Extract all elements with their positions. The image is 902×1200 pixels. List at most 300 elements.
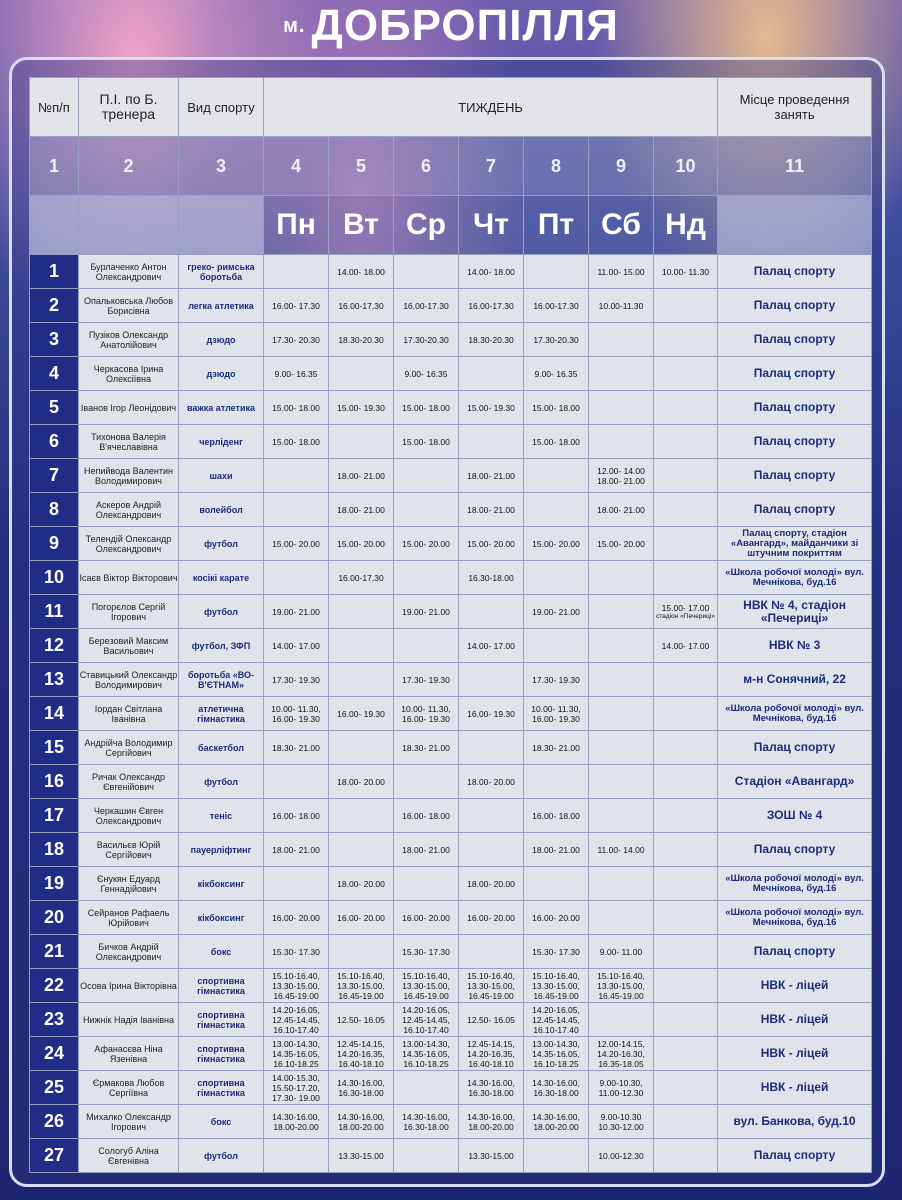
- time-saturday: 9.00-10.30 10.30-12.00: [589, 1105, 654, 1139]
- time-monday: 13.00-14.30, 14.35-16.05, 16.10-18.25: [264, 1037, 329, 1071]
- sport-type: бокс: [179, 935, 264, 969]
- sport-type: теніс: [179, 799, 264, 833]
- column-number: 10: [654, 137, 718, 196]
- coach-name: Ісаєв Віктор Вікторович: [79, 561, 179, 595]
- header-coach: П.І. по Б. тренера: [79, 78, 179, 137]
- time-thursday: 15.00- 20.00: [459, 527, 524, 561]
- time-tuesday: 16.00-17.30: [329, 561, 394, 595]
- row-number: 27: [30, 1139, 79, 1173]
- time-friday: 15.10-16.40, 13.30-15.00, 16.45-19.00: [524, 969, 589, 1003]
- sport-type: спортивна гімнастика: [179, 1003, 264, 1037]
- time-tuesday: 12.50- 16.05: [329, 1003, 394, 1037]
- time-sunday: [654, 527, 718, 561]
- coach-name: Іванов Ігор Леонідович: [79, 391, 179, 425]
- row-number: 7: [30, 459, 79, 493]
- time-wednesday: 16.00-17.30: [394, 289, 459, 323]
- time-monday: 19.00- 21.00: [264, 595, 329, 629]
- time-friday: [524, 493, 589, 527]
- time-tuesday: 15.10-16.40, 13.30-15.00, 16.45-19.00: [329, 969, 394, 1003]
- column-number: 2: [79, 137, 179, 196]
- time-saturday: 11.00- 15.00: [589, 255, 654, 289]
- time-monday: 15.00- 18.00: [264, 391, 329, 425]
- time-monday: [264, 493, 329, 527]
- time-tuesday: [329, 595, 394, 629]
- sport-type: боротьба «ВО-В'ЄТНАМ»: [179, 663, 264, 697]
- time-tuesday: [329, 833, 394, 867]
- time-sunday: [654, 493, 718, 527]
- time-thursday: 16.00-17.30: [459, 289, 524, 323]
- coach-name: Єнукян Едуард Геннадійович: [79, 867, 179, 901]
- header-num: №п/п: [30, 78, 79, 137]
- time-tuesday: 13.30-15.00: [329, 1139, 394, 1173]
- sport-type: атлетична гімнастика: [179, 697, 264, 731]
- training-place: «Школа робочої молоді» вул. Мечнікова, буд.16: [718, 867, 872, 901]
- time-thursday: 14.30-16.00, 18.00-20.00: [459, 1105, 524, 1139]
- time-monday: 16.00- 20.00: [264, 901, 329, 935]
- table-row: [30, 969, 872, 1003]
- time-monday: 17.30- 20.30: [264, 323, 329, 357]
- time-monday: [264, 765, 329, 799]
- time-thursday: [459, 357, 524, 391]
- time-sunday: [654, 935, 718, 969]
- row-number: 23: [30, 1003, 79, 1037]
- time-monday: 15.00- 20.00: [264, 527, 329, 561]
- time-wednesday: [394, 629, 459, 663]
- training-place: вул. Банкова, буд.10: [718, 1105, 872, 1139]
- time-monday: 14.00- 17.00: [264, 629, 329, 663]
- time-monday: [264, 561, 329, 595]
- time-wednesday: [394, 493, 459, 527]
- time-friday: [524, 561, 589, 595]
- schedule-body: [30, 255, 872, 1173]
- time-tuesday: 15.00- 20.00: [329, 527, 394, 561]
- training-place: НВК - ліцей: [718, 1037, 872, 1071]
- time-tuesday: [329, 629, 394, 663]
- time-wednesday: 14.20-16.05, 12.45-14.45, 16.10-17.40: [394, 1003, 459, 1037]
- time-saturday: 11.00- 14.00: [589, 833, 654, 867]
- sport-type: шахи: [179, 459, 264, 493]
- sport-type: важка атлетика: [179, 391, 264, 425]
- time-saturday: [589, 731, 654, 765]
- time-wednesday: 17.30- 19.30: [394, 663, 459, 697]
- column-number: 9: [589, 137, 654, 196]
- column-number: 11: [718, 137, 872, 196]
- time-saturday: [589, 901, 654, 935]
- time-tuesday: [329, 935, 394, 969]
- row-number: 26: [30, 1105, 79, 1139]
- sport-type: бокс: [179, 1105, 264, 1139]
- coach-name: Осова Ірина Вікторівна: [79, 969, 179, 1003]
- time-saturday: 12.00- 14.00 18.00- 21.00: [589, 459, 654, 493]
- sport-type: спортивна гімнастика: [179, 969, 264, 1003]
- time-monday: 16.00- 17.30: [264, 289, 329, 323]
- training-place: Палац спорту: [718, 459, 872, 493]
- time-monday: 14.00-15.30, 15.50-17.20, 17.30- 19.00: [264, 1071, 329, 1105]
- table-row: [30, 527, 872, 561]
- time-thursday: [459, 935, 524, 969]
- time-sunday: [654, 1139, 718, 1173]
- training-place: Палац спорту: [718, 357, 872, 391]
- time-monday: 14.20-16.05, 12.45-14.45, 16.10-17.40: [264, 1003, 329, 1037]
- time-tuesday: 14.30-16.00, 18.00-20.00: [329, 1105, 394, 1139]
- time-saturday: [589, 323, 654, 357]
- time-thursday: 16.00- 20.00: [459, 901, 524, 935]
- day-wednesday: Ср: [394, 196, 459, 255]
- time-thursday: 14.00- 17.00: [459, 629, 524, 663]
- time-sunday: [654, 969, 718, 1003]
- time-sunday: 15.00- 17.00 стадіон «Печериці»: [654, 595, 718, 629]
- training-place: Палац спорту: [718, 323, 872, 357]
- training-place: м-н Сонячний, 22: [718, 663, 872, 697]
- blank-cell: [79, 196, 179, 255]
- time-saturday: [589, 595, 654, 629]
- time-friday: 14.30-16.00, 16.30-18.00: [524, 1071, 589, 1105]
- sport-type: кікбоксинг: [179, 901, 264, 935]
- time-friday: 19.00- 21.00: [524, 595, 589, 629]
- time-tuesday: 14.00- 18.00: [329, 255, 394, 289]
- table-row: [30, 1139, 872, 1173]
- training-place: «Школа робочої молоді» вул. Мечнікова, буд.16: [718, 561, 872, 595]
- row-number: 3: [30, 323, 79, 357]
- time-monday: [264, 1139, 329, 1173]
- table-row: [30, 663, 872, 697]
- time-thursday: 18.00- 21.00: [459, 459, 524, 493]
- time-thursday: [459, 833, 524, 867]
- time-saturday: [589, 561, 654, 595]
- training-place: Палац спорту: [718, 255, 872, 289]
- time-friday: 17.30-20.30: [524, 323, 589, 357]
- time-sunday: [654, 391, 718, 425]
- time-tuesday: 18.30-20.30: [329, 323, 394, 357]
- row-number: 2: [30, 289, 79, 323]
- table-row: [30, 357, 872, 391]
- time-monday: 10.00- 11.30, 16.00- 19.30: [264, 697, 329, 731]
- row-number: 13: [30, 663, 79, 697]
- time-saturday: 10.00-11.30: [589, 289, 654, 323]
- time-friday: [524, 255, 589, 289]
- column-number: 4: [264, 137, 329, 196]
- time-sunday: [654, 357, 718, 391]
- sport-type: греко- римська боротьба: [179, 255, 264, 289]
- coach-name: Ставицький Олександр Володимирович: [79, 663, 179, 697]
- time-tuesday: 16.00-17.30: [329, 289, 394, 323]
- training-place: Палац спорту: [718, 935, 872, 969]
- time-tuesday: 12.45-14.15, 14.20-16.35, 16.40-18.10: [329, 1037, 394, 1071]
- table-row: [30, 561, 872, 595]
- coach-name: Єрмакова Любов Сергіївна: [79, 1071, 179, 1105]
- row-number: 16: [30, 765, 79, 799]
- time-saturday: [589, 357, 654, 391]
- coach-name: Аскеров Андрій Олександрович: [79, 493, 179, 527]
- time-friday: 10.00- 11.30, 16.00- 19.30: [524, 697, 589, 731]
- column-number: 7: [459, 137, 524, 196]
- sport-type: черліденг: [179, 425, 264, 459]
- time-friday: 13.00-14.30, 14.35-16.05, 16.10-18.25: [524, 1037, 589, 1071]
- training-place: Палац спорту: [718, 425, 872, 459]
- column-number: 6: [394, 137, 459, 196]
- time-friday: 16.00- 18.00: [524, 799, 589, 833]
- row-number: 22: [30, 969, 79, 1003]
- coach-name: Нижнік Надія Іванівна: [79, 1003, 179, 1037]
- table-row: [30, 731, 872, 765]
- time-sunday: [654, 833, 718, 867]
- coach-name: Черкашин Євген Олександрович: [79, 799, 179, 833]
- training-place: НВК - ліцей: [718, 1003, 872, 1037]
- time-wednesday: [394, 561, 459, 595]
- time-tuesday: 16.00- 20.00: [329, 901, 394, 935]
- coach-name: Непийвода Валентин Володимирович: [79, 459, 179, 493]
- coach-name: Бичков Андрій Олександрович: [79, 935, 179, 969]
- time-sunday: [654, 289, 718, 323]
- time-friday: [524, 765, 589, 799]
- time-monday: 17.30- 19.30: [264, 663, 329, 697]
- time-monday: 16.00- 18.00: [264, 799, 329, 833]
- time-wednesday: 14.30-16.00, 16.30-18.00: [394, 1105, 459, 1139]
- time-sunday: [654, 561, 718, 595]
- time-sunday: [654, 731, 718, 765]
- table-row: [30, 493, 872, 527]
- coach-name: Тихонова Валерія В'ячеславівна: [79, 425, 179, 459]
- row-number: 6: [30, 425, 79, 459]
- time-wednesday: [394, 867, 459, 901]
- time-monday: [264, 459, 329, 493]
- sport-type: пауерліфтинг: [179, 833, 264, 867]
- time-wednesday: [394, 1139, 459, 1173]
- sport-type: футбол: [179, 595, 264, 629]
- table-row: [30, 1003, 872, 1037]
- row-number: 9: [30, 527, 79, 561]
- column-number-row: [30, 137, 872, 196]
- coach-name: Сейранов Рафаель Юрійович: [79, 901, 179, 935]
- sport-type: спортивна гімнастика: [179, 1037, 264, 1071]
- time-thursday: 12.45-14.15, 14.20-16.35, 16.40-18.10: [459, 1037, 524, 1071]
- time-monday: [264, 255, 329, 289]
- coach-name: Андрійча Володимир Сергійович: [79, 731, 179, 765]
- time-wednesday: 15.30- 17.30: [394, 935, 459, 969]
- time-thursday: 13.30-15.00: [459, 1139, 524, 1173]
- time-monday: 18.00- 21.00: [264, 833, 329, 867]
- table-row: [30, 255, 872, 289]
- training-place: Палац спорту: [718, 493, 872, 527]
- table-row: [30, 629, 872, 663]
- time-wednesday: 15.10-16.40, 13.30-15.00, 16.45-19.00: [394, 969, 459, 1003]
- day-tuesday: Вт: [329, 196, 394, 255]
- time-tuesday: 16.00- 19.30: [329, 697, 394, 731]
- table-row: [30, 799, 872, 833]
- time-monday: 14.30-16.00, 18.00-20.00: [264, 1105, 329, 1139]
- time-sunday: [654, 799, 718, 833]
- table-row: [30, 697, 872, 731]
- row-number: 17: [30, 799, 79, 833]
- time-thursday: 12.50- 16.05: [459, 1003, 524, 1037]
- title-prefix: м.: [283, 14, 306, 37]
- sport-type: косікі карате: [179, 561, 264, 595]
- row-number: 18: [30, 833, 79, 867]
- time-tuesday: 18.00- 21.00: [329, 493, 394, 527]
- row-number: 10: [30, 561, 79, 595]
- row-number: 24: [30, 1037, 79, 1071]
- table-row: [30, 1037, 872, 1071]
- time-sunday: [654, 1105, 718, 1139]
- coach-name: Бурлаченко Антон Олександрович: [79, 255, 179, 289]
- time-sunday: [654, 323, 718, 357]
- sport-type: дзюдо: [179, 323, 264, 357]
- table-row: [30, 323, 872, 357]
- table-row: [30, 833, 872, 867]
- header-place: Місце проведення занять: [718, 78, 872, 137]
- sport-type: футбол: [179, 527, 264, 561]
- time-sunday: [654, 1071, 718, 1105]
- table-row: [30, 425, 872, 459]
- time-saturday: 9.00-10.30, 11.00-12.30: [589, 1071, 654, 1105]
- coach-name: Сологуб Аліна Євгенівна: [79, 1139, 179, 1173]
- time-sunday: [654, 901, 718, 935]
- time-thursday: [459, 731, 524, 765]
- row-number: 25: [30, 1071, 79, 1105]
- time-friday: 14.30-16.00, 18.00-20.00: [524, 1105, 589, 1139]
- header-week: ТИЖДЕНЬ: [264, 78, 718, 137]
- time-sunday: [654, 459, 718, 493]
- day-thursday: Чт: [459, 196, 524, 255]
- time-friday: [524, 1139, 589, 1173]
- time-saturday: [589, 799, 654, 833]
- time-friday: 18.00- 21.00: [524, 833, 589, 867]
- row-number: 1: [30, 255, 79, 289]
- coach-name: Телендій Олександр Олександрович: [79, 527, 179, 561]
- table-row: [30, 595, 872, 629]
- time-wednesday: [394, 255, 459, 289]
- time-wednesday: 9.00- 16.35: [394, 357, 459, 391]
- time-monday: [264, 867, 329, 901]
- row-number: 5: [30, 391, 79, 425]
- time-thursday: 15.10-16.40, 13.30-15.00, 16.45-19.00: [459, 969, 524, 1003]
- time-saturday: [589, 629, 654, 663]
- header-sport: Вид спорту: [179, 78, 264, 137]
- time-tuesday: [329, 731, 394, 765]
- column-number: 1: [30, 137, 79, 196]
- training-place: НВК № 3: [718, 629, 872, 663]
- time-sunday: [654, 1037, 718, 1071]
- time-wednesday: 18.30- 21.00: [394, 731, 459, 765]
- time-wednesday: 13.00-14.30, 14.35-16.05, 16.10-18.25: [394, 1037, 459, 1071]
- row-number: 19: [30, 867, 79, 901]
- time-saturday: [589, 765, 654, 799]
- time-wednesday: 10.00- 11.30, 16.00- 19.30: [394, 697, 459, 731]
- header-row: [30, 78, 872, 137]
- time-thursday: 18.00- 20.00: [459, 765, 524, 799]
- time-thursday: [459, 425, 524, 459]
- blank-cell: [718, 196, 872, 255]
- time-sunday: [654, 663, 718, 697]
- time-sunday: [654, 697, 718, 731]
- time-monday: 18.30- 21.00: [264, 731, 329, 765]
- time-thursday: 16.00- 19.30: [459, 697, 524, 731]
- time-thursday: 16.30-18.00: [459, 561, 524, 595]
- row-number: 21: [30, 935, 79, 969]
- day-saturday: Сб: [589, 196, 654, 255]
- time-saturday: [589, 425, 654, 459]
- day-monday: Пн: [264, 196, 329, 255]
- time-tuesday: 15.00- 19.30: [329, 391, 394, 425]
- time-monday: 15.00- 18.00: [264, 425, 329, 459]
- schedule-table: [29, 77, 872, 1173]
- time-tuesday: 18.00- 20.00: [329, 867, 394, 901]
- time-wednesday: 19.00- 21.00: [394, 595, 459, 629]
- time-friday: 15.30- 17.30: [524, 935, 589, 969]
- row-number: 8: [30, 493, 79, 527]
- time-sunday: [654, 1003, 718, 1037]
- coach-name: Михалко Олександр Ігорович: [79, 1105, 179, 1139]
- time-friday: 9.00- 16.35: [524, 357, 589, 391]
- coach-name: Березовий Максим Васильович: [79, 629, 179, 663]
- time-sunday: [654, 867, 718, 901]
- time-thursday: 14.00- 18.00: [459, 255, 524, 289]
- sport-type: баскетбол: [179, 731, 264, 765]
- coach-name: Афанасєва Ніна Язенівна: [79, 1037, 179, 1071]
- title-city: ДОБРОПІЛЛЯ: [311, 1, 619, 50]
- time-thursday: [459, 595, 524, 629]
- sport-type: кікбоксинг: [179, 867, 264, 901]
- time-saturday: 12.00-14.15, 14.20-16.30, 16.35-18.05: [589, 1037, 654, 1071]
- time-tuesday: [329, 663, 394, 697]
- table-row: [30, 935, 872, 969]
- day-sunday: Нд: [654, 196, 718, 255]
- time-friday: 18.30- 21.00: [524, 731, 589, 765]
- table-row: [30, 1071, 872, 1105]
- training-place: НВК - ліцей: [718, 969, 872, 1003]
- day-friday: Пт: [524, 196, 589, 255]
- table-row: [30, 1105, 872, 1139]
- training-place: «Школа робочої молоді» вул. Мечнікова, буд.16: [718, 697, 872, 731]
- time-sunday: 10.00- 11.30: [654, 255, 718, 289]
- time-saturday: [589, 1003, 654, 1037]
- sport-type: волейбол: [179, 493, 264, 527]
- time-tuesday: [329, 357, 394, 391]
- days-row: [30, 196, 872, 255]
- time-friday: 14.20-16.05, 12.45-14.45, 16.10-17.40: [524, 1003, 589, 1037]
- table-row: [30, 765, 872, 799]
- time-tuesday: [329, 425, 394, 459]
- time-friday: 15.00- 18.00: [524, 391, 589, 425]
- time-tuesday: 18.00- 21.00: [329, 459, 394, 493]
- time-thursday: 18.30-20.30: [459, 323, 524, 357]
- time-monday: 9.00- 16.35: [264, 357, 329, 391]
- coach-name: Васильєв Юрій Сергійович: [79, 833, 179, 867]
- time-saturday: 15.10-16.40, 13.30-15.00, 16.45-19.00: [589, 969, 654, 1003]
- training-place: Стадіон «Авангард»: [718, 765, 872, 799]
- sport-type: легка атлетика: [179, 289, 264, 323]
- table-row: [30, 459, 872, 493]
- time-wednesday: 17.30-20.30: [394, 323, 459, 357]
- sport-type: футбол: [179, 1139, 264, 1173]
- column-number: 8: [524, 137, 589, 196]
- row-number: 12: [30, 629, 79, 663]
- time-tuesday: 14.30-16.00, 16.30-18.00: [329, 1071, 394, 1105]
- page-title: [0, 0, 902, 56]
- training-place: Палац спорту: [718, 731, 872, 765]
- time-thursday: 14.30-16.00, 16.30-18.00: [459, 1071, 524, 1105]
- time-sunday: [654, 425, 718, 459]
- table-row: [30, 391, 872, 425]
- sport-type: дзюдо: [179, 357, 264, 391]
- time-saturday: [589, 391, 654, 425]
- time-wednesday: [394, 765, 459, 799]
- table-row: [30, 867, 872, 901]
- time-sunday: [654, 765, 718, 799]
- time-saturday: [589, 867, 654, 901]
- row-number: 4: [30, 357, 79, 391]
- training-place: НВК - ліцей: [718, 1071, 872, 1105]
